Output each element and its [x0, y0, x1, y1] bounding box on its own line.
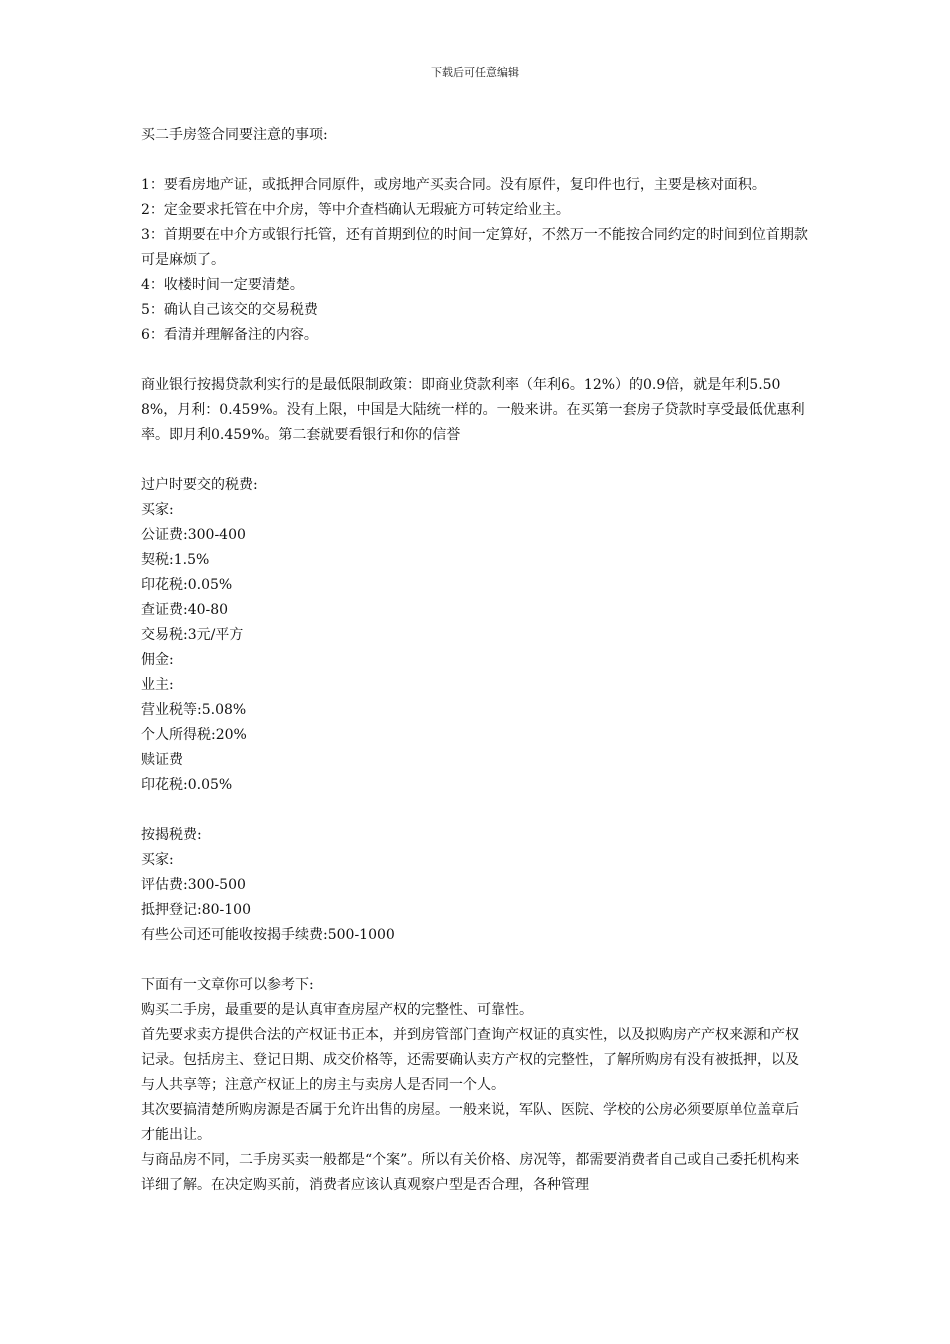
paragraph-gap: [141, 448, 811, 473]
paragraph: 其次要搞清楚所购房源是否属于允许出售的房屋。一般来说，军队、医院、学校的公房必须要原单位盖章后才能出让。: [141, 1102, 799, 1143]
section-title-contract-notes: 买二手房签合同要注意的事项:: [141, 127, 328, 143]
list-item: 2：定金要求托管在中介房，等中介查档确认无瑕疵方可转定给业主。: [141, 202, 570, 218]
list-item: 业主:: [141, 677, 174, 693]
section-title-transfer-fees: 过户时要交的税费:: [141, 477, 258, 493]
list-item: 契税:1.5%: [141, 552, 210, 568]
paragraph-loan-rate: 商业银行按揭贷款利实行的是最低限制政策：即商业贷款利率（年利6。12%）的0.9倍，就是年利5.508%，月利：0.459%。没有上限，中国是大陆统一样的。一般来讲。在买第一套房子贷款时享受最低优惠利率。即月利0.459%。第二套就要看银行和你的信誉: [141, 377, 805, 443]
list-item: 6：看清并理解备注的内容。: [141, 327, 318, 343]
list-item: 有些公司还可能收按揭手续费:500-1000: [141, 927, 395, 943]
paragraph-gap: [141, 948, 811, 973]
document-body: [141, 123, 811, 1198]
paragraph: 与商品房不同，二手房买卖一般都是“个案”。所以有关价格、房况等，都需要消费者自己或自己委托机构来详细了解。在决定购买前，消费者应该认真观察户型是否合理，各种管理: [141, 1152, 800, 1193]
page-header: 下载后可任意编辑: [431, 66, 519, 79]
list-item: 印花税:0.05%: [141, 777, 233, 793]
paragraph-gap: [141, 348, 811, 373]
list-item: 评估费:300-500: [141, 877, 246, 893]
list-item: 查证费:40-80: [141, 602, 229, 618]
paragraph: 购买二手房，最重要的是认真审查房屋产权的完整性、可靠性。: [141, 1002, 533, 1018]
paragraph: 首先要求卖方提供合法的产权证书正本，并到房管部门查询产权证的真实性，以及拟购房产产权来源和产权记录。包括房主、登记日期、成交价格等，还需要确认卖方产权的完整性，了解所购房有没有被抵押，以及与人共享等；注意产权证上的房主与卖房人是否同一个人。: [141, 1027, 799, 1093]
list-item: 个人所得税:20%: [141, 727, 247, 743]
list-item: 交易税:3元/平方: [141, 627, 244, 643]
list-item: 买家:: [141, 502, 174, 518]
paragraph-gap: [141, 798, 811, 823]
list-item: 买家:: [141, 852, 174, 868]
list-item: 印花税:0.05%: [141, 577, 233, 593]
list-item: 5：确认自己该交的交易税费: [141, 302, 318, 318]
list-item: 营业税等:5.08%: [141, 702, 247, 718]
list-item: 抵押登记:80-100: [141, 902, 251, 918]
list-item: 3：首期要在中介方或银行托管，还有首期到位的时间一定算好，不然万一不能按合同约定的时间到位首期款可是麻烦了。: [141, 227, 808, 268]
section-title-reference-article: 下面有一文章你可以参考下:: [141, 977, 314, 993]
list-item: 赎证费: [141, 752, 183, 768]
paragraph-gap: [141, 148, 811, 173]
list-item: 1：要看房地产证，或抵押合同原件，或房地产买卖合同。没有原件，复印件也行，主要是核对面积。: [141, 177, 766, 193]
list-item: 公证费:300-400: [141, 527, 246, 543]
list-item: 佣金:: [141, 652, 174, 668]
section-title-mortgage-fees: 按揭税费:: [141, 827, 202, 843]
list-item: 4：收楼时间一定要清楚。: [141, 277, 304, 293]
